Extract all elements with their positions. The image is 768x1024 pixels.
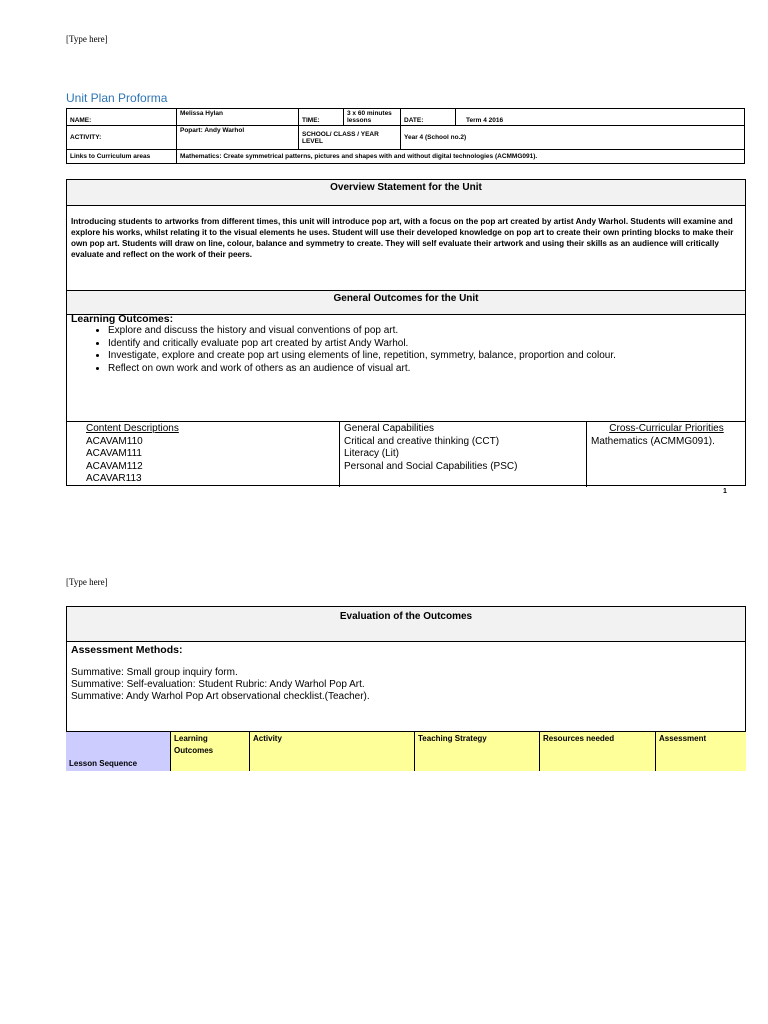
date-label: DATE:: [401, 109, 456, 126]
cross-curricular-cell: [587, 422, 747, 488]
evaluation-heading: Evaluation of the Outcomes: [67, 607, 745, 642]
list-item: Mathematics (ACMMG091).: [591, 435, 715, 447]
content-descriptions-cell: [66, 422, 340, 488]
assessment-methods-title: Assessment Methods:: [71, 644, 183, 656]
list-item: • Explore and discuss the history and visual conventions of pop art.: [108, 325, 616, 338]
lesson-sequence-header-cell: Lesson Sequence: [66, 732, 171, 772]
general-capabilities-title: General Capabilities: [344, 423, 435, 434]
links-label: Links to Curriculum areas: [67, 150, 177, 164]
list-item: Literacy (Lit): [344, 448, 400, 459]
general-outcomes-heading: General Outcomes for the Unit: [67, 290, 745, 315]
header-placeholder: [Type here]: [66, 34, 108, 44]
general-capabilities-cell: [340, 422, 587, 488]
overview-heading: Overview Statement for the Unit: [67, 180, 745, 206]
list-item: • Reflect on own work and work of others as an audience of visual art.: [108, 363, 616, 376]
assessment-header-cell: Assessment: [656, 732, 747, 772]
list-item: • Identify and critically evaluate pop art created by artist Andy Warhol.: [108, 338, 616, 351]
learning-outcomes-block: [71, 313, 616, 375]
cross-curricular-title: Cross-Curricular Priorities: [609, 423, 724, 434]
lesson-sequence-header: [66, 731, 746, 771]
page-number: 1: [723, 488, 727, 495]
list-item: Summative: Small group inquiry form.: [71, 667, 238, 678]
list-item: Critical and creative thinking (CCT): [344, 435, 500, 447]
learning-outcomes-list: [71, 325, 616, 375]
links-value: Mathematics: Create symmetrical patterns, pictures and shapes with and without digital technologies (ACMMG091).: [177, 150, 745, 164]
activity-header-cell: Activity: [250, 732, 415, 772]
header-placeholder: [Type here]: [66, 577, 108, 587]
list-item: ACAVAM112: [86, 460, 143, 472]
unit-info-table: [66, 108, 745, 164]
learning-outcomes-header-cell: Learning Outcomes: [171, 732, 250, 772]
assessment-methods-block: [67, 642, 745, 703]
resources-needed-header-cell: Resources needed: [540, 732, 656, 772]
page-title: Unit Plan Proforma: [66, 91, 168, 105]
list-item: Summative: Self-evaluation: Student Rubric: Andy Warhol Pop Art.: [71, 679, 365, 690]
curriculum-columns: [66, 421, 746, 487]
evaluation-section: [66, 606, 746, 771]
name-label: NAME:: [67, 109, 177, 126]
date-value: Term 4 2016: [456, 109, 745, 126]
list-item: ACAVAM111: [86, 448, 142, 459]
list-item: • Investigate, explore and create pop art using elements of line, repetition, symmetry, balance, proportion and colour.: [108, 350, 616, 363]
overview-section: [66, 179, 746, 486]
time-label: TIME:: [299, 109, 344, 126]
content-descriptions-title: Content Descriptions: [86, 423, 179, 434]
list-item: Personal and Social Capabilities (PSC): [344, 460, 518, 472]
activity-value: Popart: Andy Warhol: [177, 126, 299, 150]
school-label: SCHOOL/ CLASS / YEAR LEVEL: [299, 126, 401, 150]
list-item: ACAVAR113: [86, 473, 142, 484]
teaching-strategy-header-cell: Teaching Strategy: [415, 732, 540, 772]
list-item: ACAVAM110: [86, 435, 143, 447]
learning-outcomes-title: Learning Outcomes:: [71, 313, 174, 325]
activity-label: ACTIVITY:: [67, 126, 177, 150]
time-value: 3 x 60 minutes lessons: [344, 109, 401, 126]
overview-text: Introducing students to artworks from different times, this unit will introduce pop art, with a focus on the pop art created by artist Andy Warhol. Students will examine and explore his works, whilst relating it to the visual elements he uses. Student will use their developed knowledge on pop art to create their own printing blocks to make their own pop art. Students will draw on line, colour, balance and symmetry to create. They will self evaluate their artwork and using their skills as an audience will critically evaluate and reflect on the work of their peers.: [71, 217, 734, 259]
name-value: Melissa Hylan: [177, 109, 299, 126]
school-value: Year 4 (School no.2): [401, 126, 745, 150]
list-item: Summative: Andy Warhol Pop Art observational checklist.(Teacher).: [71, 691, 370, 702]
